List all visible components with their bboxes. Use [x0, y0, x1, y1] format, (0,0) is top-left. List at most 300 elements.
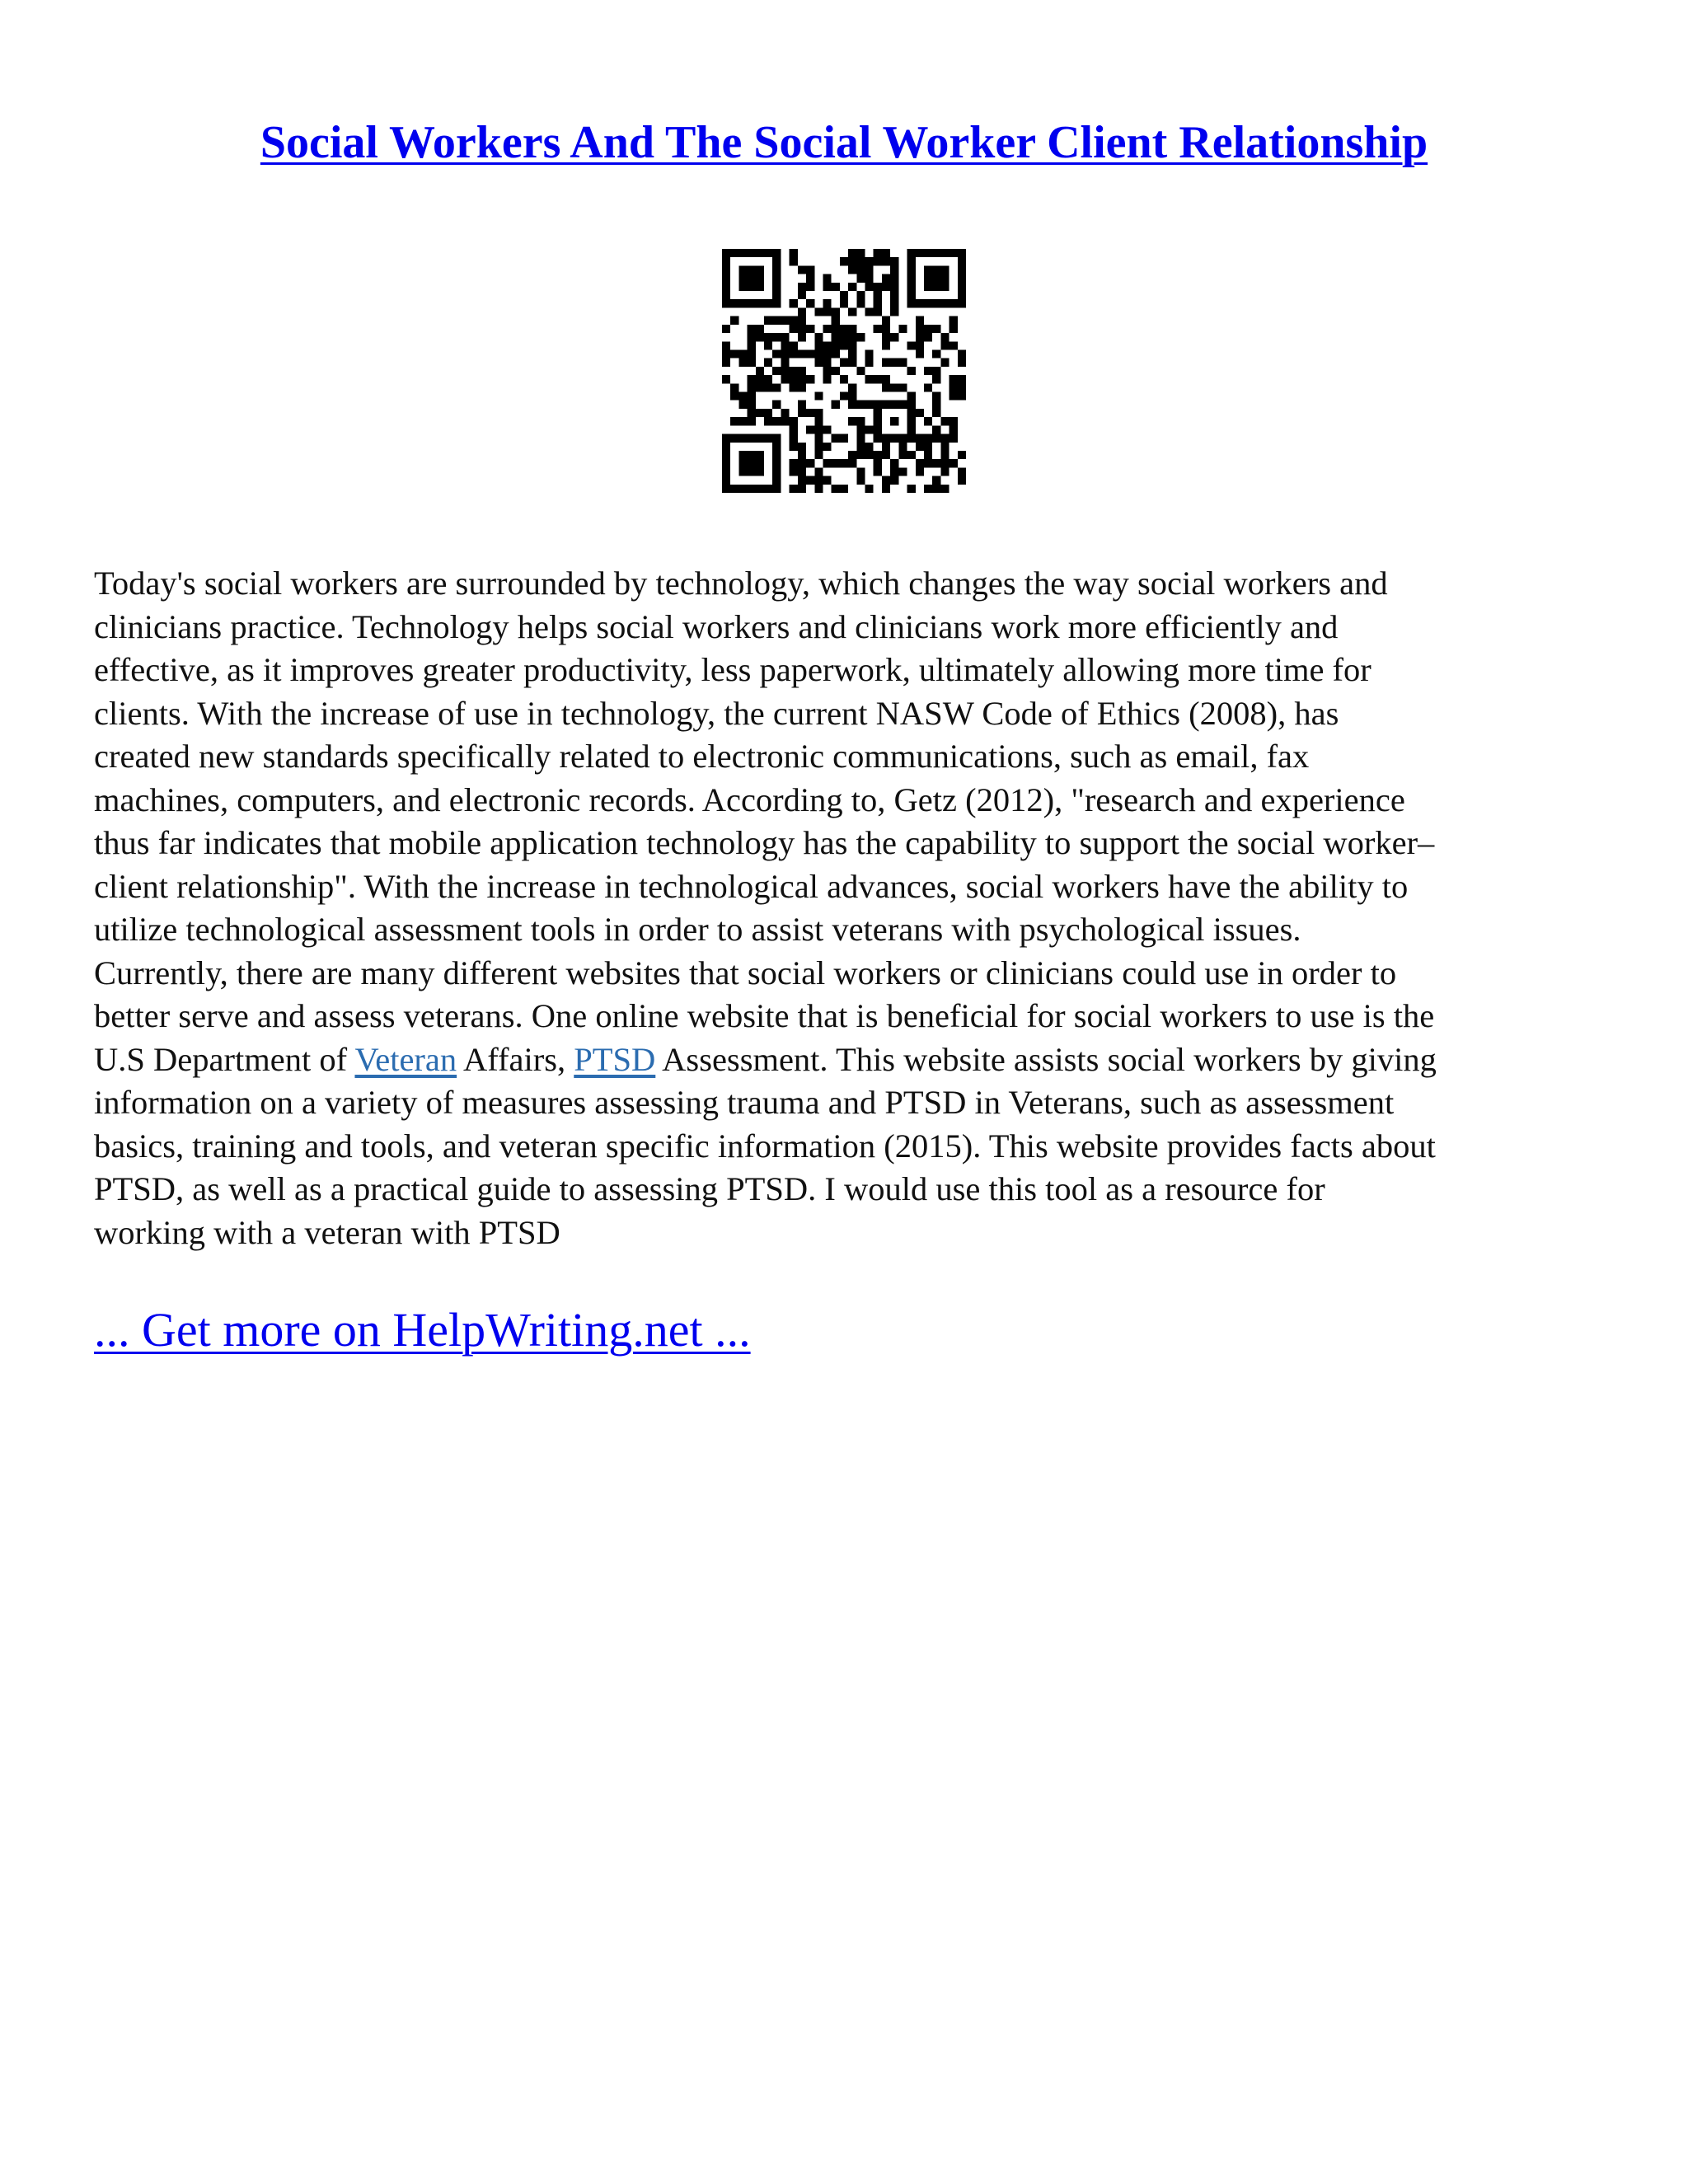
qr-module — [823, 425, 831, 434]
qr-module — [814, 333, 823, 341]
qr-module — [848, 283, 856, 291]
body-text-segment: Affairs, — [457, 1040, 574, 1078]
qr-module — [907, 283, 916, 291]
qr-module — [856, 299, 865, 307]
qr-module — [932, 434, 940, 443]
qr-module — [806, 375, 814, 383]
qr-module — [764, 485, 772, 493]
qr-module — [932, 299, 940, 307]
qr-module — [874, 257, 882, 265]
qr-module — [856, 425, 865, 434]
qr-module — [722, 325, 730, 333]
qr-code-icon — [722, 249, 966, 493]
qr-module — [772, 443, 781, 451]
qr-module — [772, 283, 781, 291]
qr-module — [848, 325, 856, 333]
qr-module — [730, 392, 738, 401]
qr-module — [832, 333, 840, 341]
qr-module — [756, 451, 764, 459]
qr-module — [907, 425, 916, 434]
qr-module — [790, 257, 798, 265]
qr-module — [916, 316, 924, 325]
qr-module — [940, 333, 949, 341]
qr-module — [874, 307, 882, 316]
qr-module — [730, 434, 738, 443]
qr-module — [924, 283, 932, 291]
qr-module — [950, 434, 958, 443]
qr-module — [890, 283, 898, 291]
qr-module — [748, 383, 756, 391]
qr-module — [756, 434, 764, 443]
qr-module — [722, 249, 730, 257]
qr-module — [924, 485, 932, 493]
qr-module — [798, 333, 806, 341]
qr-module — [764, 359, 772, 367]
qr-module — [806, 349, 814, 358]
qr-module — [874, 325, 882, 333]
qr-module — [924, 299, 932, 307]
body-text-segment: Assessment. This website assists social workers by giving — [655, 1040, 1437, 1078]
qr-module — [722, 451, 730, 459]
qr-module — [924, 434, 932, 443]
qr-module — [814, 434, 823, 443]
qr-module — [722, 443, 730, 451]
qr-module — [806, 299, 814, 307]
qr-module — [798, 367, 806, 375]
qr-module — [832, 341, 840, 349]
qr-module — [832, 325, 840, 333]
qr-module — [924, 443, 932, 451]
qr-module — [848, 257, 856, 265]
qr-module — [932, 409, 940, 417]
qr-module — [748, 417, 756, 425]
qr-module — [772, 249, 781, 257]
qr-module — [865, 451, 874, 459]
qr-module — [748, 265, 756, 274]
qr-module — [823, 325, 831, 333]
qr-module — [958, 291, 966, 299]
qr-module — [781, 333, 789, 341]
body-line: effective, as it improves greater productivity, less paperwork, ultimately allowing more time for — [94, 651, 1372, 688]
qr-module — [890, 333, 898, 341]
qr-module — [772, 349, 781, 358]
qr-module — [856, 451, 865, 459]
qr-module — [756, 383, 764, 391]
qr-module — [772, 316, 781, 325]
qr-module — [722, 257, 730, 265]
qr-module — [722, 341, 730, 349]
qr-module — [924, 249, 932, 257]
body-line: PTSD, as well as a practical guide to assessing PTSD. I would use this tool as a resource for — [94, 1170, 1325, 1207]
qr-module — [874, 299, 882, 307]
qr-module — [814, 341, 823, 349]
qr-module — [806, 283, 814, 291]
qr-module — [890, 299, 898, 307]
qr-module — [898, 359, 907, 367]
body-line: information on a variety of measures assessing trauma and PTSD in Veterans, such as assessment — [94, 1084, 1395, 1121]
qr-module — [882, 274, 890, 283]
qr-module — [781, 316, 789, 325]
qr-module — [874, 425, 882, 434]
qr-module — [898, 451, 907, 459]
qr-module — [722, 359, 730, 367]
qr-module — [781, 417, 789, 425]
qr-module — [814, 392, 823, 401]
qr-module — [798, 307, 806, 316]
qr-module — [790, 485, 798, 493]
qr-module — [756, 485, 764, 493]
qr-module — [748, 249, 756, 257]
qr-module — [874, 409, 882, 417]
qr-module — [748, 434, 756, 443]
qr-module — [848, 265, 856, 274]
qr-module — [882, 283, 890, 291]
qr-module — [823, 443, 831, 451]
qr-module — [832, 434, 840, 443]
qr-module — [890, 401, 898, 409]
qr-module — [882, 333, 890, 341]
qr-module — [814, 485, 823, 493]
qr-module — [882, 325, 890, 333]
qr-module — [924, 367, 932, 375]
qr-module — [814, 451, 823, 459]
qr-module — [848, 249, 856, 257]
get-more-link[interactable]: ... Get more on HelpWriting.net ... — [94, 1303, 751, 1357]
qr-module — [806, 459, 814, 467]
qr-module — [940, 459, 949, 467]
qr-module — [940, 265, 949, 274]
body-line: client relationship". With the increase in technological advances, social workers have the ability to — [94, 867, 1409, 905]
ptsd-link[interactable]: PTSD — [574, 1040, 656, 1078]
qr-module — [722, 291, 730, 299]
qr-module — [890, 467, 898, 476]
qr-module — [806, 265, 814, 274]
qr-module — [932, 375, 940, 383]
qr-module — [898, 443, 907, 451]
qr-module — [722, 476, 730, 485]
qr-module — [958, 274, 966, 283]
qr-module — [890, 383, 898, 391]
qr-module — [882, 443, 890, 451]
qr-module — [772, 417, 781, 425]
qr-module — [907, 274, 916, 283]
qr-module — [856, 367, 865, 375]
qr-module — [798, 485, 806, 493]
qr-module — [748, 409, 756, 417]
body-line: basics, training and tools, and veteran specific information (2015). This website provides facts about — [94, 1127, 1436, 1165]
qr-module — [764, 409, 772, 417]
qr-module — [738, 451, 747, 459]
qr-module — [798, 383, 806, 391]
qr-module — [890, 359, 898, 367]
body-line: Currently, there are many different websites that social workers or clinicians could use in order to — [94, 954, 1397, 991]
qr-module — [907, 392, 916, 401]
qr-module — [932, 367, 940, 375]
qr-module — [848, 383, 856, 391]
qr-module — [748, 451, 756, 459]
qr-module — [907, 341, 916, 349]
page-title — [0, 114, 1688, 171]
qr-module — [848, 307, 856, 316]
qr-module — [874, 401, 882, 409]
qr-module — [823, 341, 831, 349]
qr-module — [932, 401, 940, 409]
qr-module — [806, 274, 814, 283]
qr-module — [856, 467, 865, 476]
qr-module — [874, 291, 882, 299]
qr-module — [806, 409, 814, 417]
qr-module — [772, 476, 781, 485]
qr-module — [907, 417, 916, 425]
qr-module — [772, 467, 781, 476]
qr-module — [832, 485, 840, 493]
qr-module — [924, 265, 932, 274]
qr-module — [781, 375, 789, 383]
qr-module — [814, 417, 823, 425]
qr-module — [772, 274, 781, 283]
qr-module — [790, 417, 798, 425]
qr-module — [798, 265, 806, 274]
qr-module — [722, 375, 730, 383]
qr-module — [950, 417, 958, 425]
body-line: clinicians practice. Technology helps social workers and clinicians work more efficiently and — [94, 607, 1339, 645]
qr-module — [806, 325, 814, 333]
qr-module — [722, 349, 730, 358]
qr-module — [806, 425, 814, 434]
qr-module — [722, 265, 730, 274]
qr-module — [756, 409, 764, 417]
qr-module — [756, 283, 764, 291]
qr-module — [730, 349, 738, 358]
qr-module — [865, 401, 874, 409]
qr-module — [790, 443, 798, 451]
qr-module — [890, 274, 898, 283]
qr-module — [932, 392, 940, 401]
qr-module — [722, 274, 730, 283]
qr-module — [907, 249, 916, 257]
qr-module — [958, 299, 966, 307]
qr-module — [898, 401, 907, 409]
qr-module — [840, 341, 848, 349]
qr-module — [756, 375, 764, 383]
body-line: created new standards specifically related to electronic communications, such as email, fax — [94, 738, 1310, 775]
qr-module — [848, 349, 856, 358]
qr-module — [865, 274, 874, 283]
qr-module — [790, 367, 798, 375]
qr-module — [882, 257, 890, 265]
qr-module — [916, 341, 924, 349]
veteran-link[interactable]: Veteran — [354, 1040, 457, 1078]
qr-module — [823, 283, 831, 291]
qr-module — [798, 283, 806, 291]
qr-module — [856, 333, 865, 341]
qr-module — [848, 333, 856, 341]
qr-module — [790, 249, 798, 257]
qr-module — [756, 299, 764, 307]
body-line: machines, computers, and electronic records. According to, Getz (2012), "research and experience — [94, 780, 1405, 818]
qr-module — [958, 249, 966, 257]
qr-module — [798, 316, 806, 325]
qr-module — [722, 283, 730, 291]
qr-module — [772, 265, 781, 274]
qr-module — [823, 299, 831, 307]
qr-module — [940, 299, 949, 307]
qr-module — [882, 249, 890, 257]
qr-module — [856, 401, 865, 409]
qr-module — [907, 367, 916, 375]
qr-module — [823, 307, 831, 316]
qr-module — [798, 409, 806, 417]
body-line: Today's social workers are surrounded by technology, which changes the way social workers and — [94, 565, 1388, 602]
qr-module — [781, 341, 789, 349]
qr-module — [924, 325, 932, 333]
qr-module — [916, 409, 924, 417]
qr-module — [924, 383, 932, 391]
qr-module — [932, 476, 940, 485]
qr-module — [832, 283, 840, 291]
qr-module — [748, 283, 756, 291]
qr-module — [865, 265, 874, 274]
qr-module — [756, 274, 764, 283]
qr-module — [738, 467, 747, 476]
qr-module — [748, 485, 756, 493]
qr-module — [856, 443, 865, 451]
qr-module — [756, 265, 764, 274]
qr-module — [890, 265, 898, 274]
qr-module — [738, 392, 747, 401]
qr-module — [907, 257, 916, 265]
qr-module — [890, 291, 898, 299]
qr-module — [898, 467, 907, 476]
title-link[interactable]: Social Workers And The Social Worker Client Relationship — [260, 117, 1428, 168]
qr-module — [823, 274, 831, 283]
qr-module — [932, 249, 940, 257]
qr-module — [865, 257, 874, 265]
qr-module — [898, 325, 907, 333]
qr-module — [832, 401, 840, 409]
qr-module — [798, 375, 806, 383]
qr-module — [756, 367, 764, 375]
qr-module — [950, 392, 958, 401]
qr-module — [790, 316, 798, 325]
qr-module — [874, 459, 882, 467]
qr-module — [798, 349, 806, 358]
qr-module — [907, 451, 916, 459]
qr-module — [940, 341, 949, 349]
qr-module — [932, 283, 940, 291]
qr-module — [856, 265, 865, 274]
qr-module — [790, 425, 798, 434]
qr-module — [772, 333, 781, 341]
qr-module — [874, 467, 882, 476]
qr-module — [932, 459, 940, 467]
qr-module — [940, 434, 949, 443]
qr-module — [772, 299, 781, 307]
qr-module — [790, 467, 798, 476]
qr-module — [738, 359, 747, 367]
qr-module — [882, 401, 890, 409]
qr-module — [764, 341, 772, 349]
qr-module — [882, 434, 890, 443]
qr-module — [898, 434, 907, 443]
qr-module — [958, 265, 966, 274]
body-text-segment: U.S Department of — [94, 1040, 355, 1078]
qr-module — [840, 325, 848, 333]
qr-module — [924, 274, 932, 283]
qr-module — [916, 333, 924, 341]
qr-module — [790, 375, 798, 383]
qr-module — [790, 341, 798, 349]
qr-module — [865, 375, 874, 383]
qr-module — [890, 417, 898, 425]
qr-module — [882, 341, 890, 349]
qr-module — [730, 249, 738, 257]
qr-module — [856, 249, 865, 257]
more-link-container — [94, 1301, 751, 1360]
qr-module — [940, 485, 949, 493]
qr-module — [848, 451, 856, 459]
qr-module — [856, 417, 865, 425]
qr-module — [940, 443, 949, 451]
qr-module — [832, 316, 840, 325]
qr-module — [924, 417, 932, 425]
qr-module — [798, 443, 806, 451]
qr-module — [823, 459, 831, 467]
qr-module — [907, 401, 916, 409]
qr-module — [958, 383, 966, 391]
qr-module — [916, 299, 924, 307]
qr-module — [882, 375, 890, 383]
qr-module — [798, 451, 806, 459]
qr-module — [738, 299, 747, 307]
qr-module — [790, 383, 798, 391]
qr-module — [958, 375, 966, 383]
qr-module — [798, 325, 806, 333]
qr-module — [882, 485, 890, 493]
qr-module — [950, 375, 958, 383]
qr-module — [848, 341, 856, 349]
qr-module — [924, 459, 932, 467]
qr-module — [916, 443, 924, 451]
qr-module — [840, 392, 848, 401]
qr-module — [781, 367, 789, 375]
qr-module — [907, 265, 916, 274]
qr-module — [865, 283, 874, 291]
qr-module — [874, 283, 882, 291]
qr-module — [748, 325, 756, 333]
qr-module — [907, 291, 916, 299]
qr-module — [840, 333, 848, 341]
qr-module — [874, 417, 882, 425]
qr-module — [748, 392, 756, 401]
qr-module — [932, 274, 940, 283]
qr-module — [940, 274, 949, 283]
qr-module — [738, 434, 747, 443]
qr-module — [814, 307, 823, 316]
qr-module — [932, 485, 940, 493]
qr-module — [738, 349, 747, 358]
qr-module — [772, 459, 781, 467]
qr-module — [814, 467, 823, 476]
qr-module — [781, 349, 789, 358]
qr-module — [958, 467, 966, 476]
qr-module — [738, 417, 747, 425]
qr-module — [814, 476, 823, 485]
qr-module — [916, 325, 924, 333]
qr-module — [781, 359, 789, 367]
qr-module — [940, 283, 949, 291]
qr-module — [722, 467, 730, 476]
